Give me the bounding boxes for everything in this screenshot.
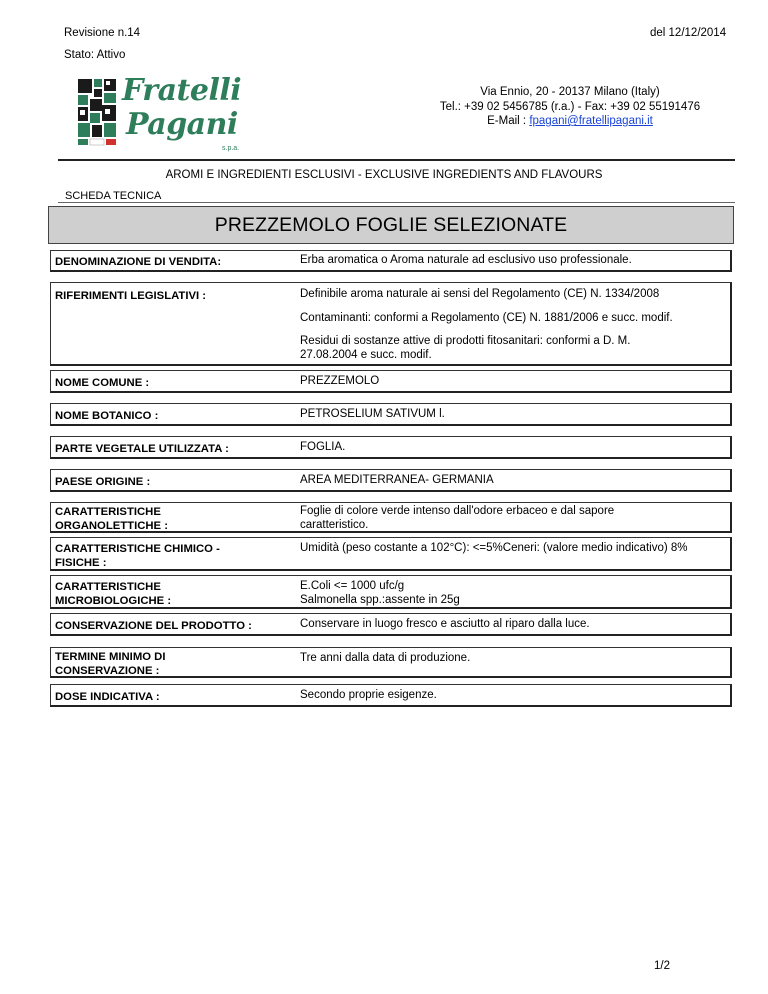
row-value-3: Residui di sostanze attive di prodotti fitosanitari: conformi a D. M. 27.08.2004 e succ. modif. bbox=[300, 335, 631, 361]
row-value: Foglie di colore verde intenso dall'odore erbaceo e dal sapore caratteristico. bbox=[300, 505, 615, 531]
logo-text-pagani: Pagani bbox=[126, 107, 238, 142]
section-divider bbox=[58, 202, 735, 203]
row-label: RIFERIMENTI LEGISLATIVI : bbox=[55, 290, 207, 302]
row-value-2: Salmonella spp.:assente in 25g bbox=[300, 594, 460, 606]
product-title: PREZZEMOLO FOGLIE SELEZIONATE bbox=[48, 206, 734, 244]
row-value: Tre anni dalla data di produzione. bbox=[300, 652, 471, 664]
address-block bbox=[400, 85, 740, 129]
company-logo bbox=[76, 73, 252, 157]
row-value-2: Contaminanti: conformi a Regolamento (CE) N. 1881/2006 e succ. modif. bbox=[300, 312, 673, 324]
email-label: E-Mail : bbox=[487, 115, 527, 127]
document-type: SCHEDA TECNICA bbox=[65, 190, 162, 202]
email-line bbox=[400, 114, 740, 129]
phone-fax-line: Tel.: +39 02 5456785 (r.a.) - Fax: +39 02 55191476 bbox=[439, 100, 701, 113]
row-label: PARTE VEGETALE UTILIZZATA : bbox=[55, 443, 229, 455]
row-label: CONSERVAZIONE DEL PRODOTTO : bbox=[55, 620, 252, 632]
address-line: Via Ennio, 20 - 20137 Milano (Italy) bbox=[480, 86, 660, 98]
row-microbiologiche bbox=[50, 575, 732, 609]
row-chimico-fisiche bbox=[50, 537, 732, 571]
row-value: E.Coli <= 1000 ufc/g bbox=[300, 580, 405, 592]
logo-text-spa: s.p.a. bbox=[222, 145, 240, 152]
row-denominazione bbox=[50, 250, 732, 272]
row-label: CARATTERISTICHE CHIMICO - FISICHE : bbox=[55, 543, 220, 569]
page-number: 1/2 bbox=[654, 960, 670, 972]
row-value: Umidità (peso costante a 102°C): <=5%Ceneri: (valore medio indicativo) 8% bbox=[300, 542, 688, 554]
revision-date: del 12/12/2014 bbox=[650, 27, 727, 39]
row-organolettiche bbox=[50, 502, 732, 533]
row-riferimenti bbox=[50, 282, 732, 366]
header-divider bbox=[58, 159, 735, 161]
row-conservazione bbox=[50, 613, 732, 636]
row-termine-minimo bbox=[50, 647, 732, 678]
logo-text-fratelli: Fratelli bbox=[122, 73, 242, 108]
row-nome-comune bbox=[50, 370, 732, 393]
row-label: PAESE ORIGINE : bbox=[55, 476, 151, 488]
revision-number: Revisione n.14 bbox=[64, 27, 141, 39]
row-value: PREZZEMOLO bbox=[300, 375, 380, 387]
row-value: Conservare in luogo fresco e asciutto al riparo dalla luce. bbox=[300, 618, 590, 630]
row-label: CARATTERISTICHE ORGANOLETTICHE : bbox=[55, 506, 168, 532]
row-nome-botanico bbox=[50, 403, 732, 426]
row-value: Secondo proprie esigenze. bbox=[300, 689, 437, 701]
row-value: FOGLIA. bbox=[300, 441, 346, 453]
row-label: DENOMINAZIONE DI VENDITA: bbox=[55, 256, 222, 268]
status-text: Stato: Attivo bbox=[64, 49, 126, 61]
row-value: Definibile aroma naturale ai sensi del Regolamento (CE) N. 1334/2008 bbox=[300, 288, 660, 300]
row-label: CARATTERISTICHE MICROBIOLOGICHE : bbox=[55, 581, 172, 607]
row-paese-origine bbox=[50, 469, 732, 492]
row-parte-vegetale bbox=[50, 436, 732, 459]
row-label: TERMINE MINIMO DI CONSERVAZIONE : bbox=[55, 651, 166, 677]
row-label: NOME BOTANICO : bbox=[55, 410, 159, 422]
row-value: Erba aromatica o Aroma naturale ad esclusivo uso professionale. bbox=[300, 254, 632, 266]
row-label: DOSE INDICATIVA : bbox=[55, 691, 160, 703]
row-value: AREA MEDITERRANEA- GERMANIA bbox=[300, 474, 494, 486]
email-link[interactable]: fpagani@fratellipagani.it bbox=[529, 115, 653, 127]
tagline: AROMI E INGREDIENTI ESCLUSIVI - EXCLUSIVE INGREDIENTS AND FLAVOURS bbox=[165, 169, 603, 181]
row-label: NOME COMUNE : bbox=[55, 377, 150, 389]
row-dose-indicativa bbox=[50, 684, 732, 707]
row-value: PETROSELIUM SATIVUM l. bbox=[300, 408, 445, 420]
